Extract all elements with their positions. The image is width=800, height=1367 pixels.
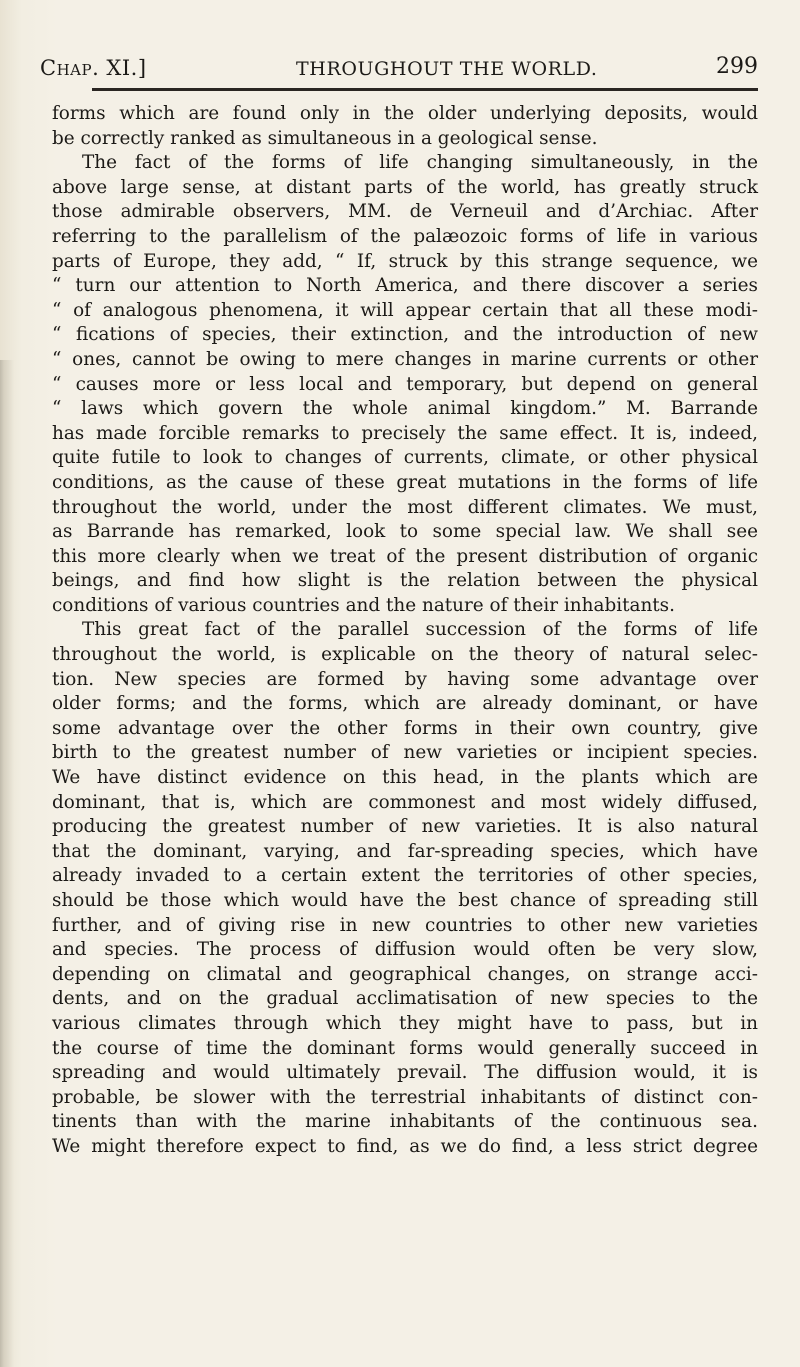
text-line: already invaded to a certain extent the territories of other species, bbox=[52, 865, 758, 887]
text-line: the course of time the dominant forms would generally succeed in bbox=[52, 1037, 758, 1059]
text-line: “ fications of species, their extinction, and the introduction of new bbox=[52, 324, 758, 346]
text-line: quite futile to look to changes of currents, climate, or other physical bbox=[52, 447, 758, 469]
text-line: older forms; and the forms, which are already dominant, or have bbox=[52, 693, 758, 715]
text-line: dominant, that is, which are commonest and most widely diffused, bbox=[52, 791, 758, 813]
text-line: “ laws which govern the whole animal kingdom.” M. Barrande bbox=[52, 398, 758, 420]
text-line: This great fact of the parallel succession of the forms of life bbox=[82, 619, 758, 641]
text-line: has made forcible remarks to precisely the same effect. It is, indeed, bbox=[52, 422, 758, 444]
text-line: tion. New species are formed by having some advantage over bbox=[52, 668, 758, 690]
running-title: THROUGHOUT THE WORLD. bbox=[296, 58, 598, 80]
text-line: throughout the world, is explicable on the theory of natural selec- bbox=[52, 644, 758, 666]
text-line: and species. The process of diffusion would often be very slow, bbox=[52, 939, 758, 961]
text-line: dents, and on the gradual acclimatisation of new species to the bbox=[52, 988, 758, 1010]
text-line: We might therefore expect to find, as we do find, a less strict degree bbox=[52, 1135, 758, 1157]
text-line: “ turn our attention to North America, and there discover a series bbox=[52, 275, 758, 297]
text-line: producing the greatest number of new varieties. It is also natural bbox=[52, 816, 758, 838]
text-line: should be those which would have the best chance of spreading still bbox=[52, 890, 758, 911]
text-line: conditions of various countries and the nature of their inhabitants. bbox=[52, 594, 675, 616]
text-line: “ causes more or less local and temporary, but depend on general bbox=[52, 373, 758, 395]
body-text bbox=[52, 102, 758, 1160]
text-line: depending on climatal and geographical changes, on strange acci- bbox=[52, 963, 758, 985]
text-line: further, and of giving rise in new countries to other new varieties bbox=[52, 914, 758, 936]
page-number: 299 bbox=[716, 54, 758, 79]
text-line: this more clearly when we treat of the present distribution of organic bbox=[52, 545, 758, 567]
text-line: those admirable observers, MM. de Verneuil and d’Archiac. After bbox=[52, 201, 758, 223]
chapter-label: Chap. XI.] bbox=[40, 56, 147, 80]
text-line: The fact of the forms of life changing simultaneously, in the bbox=[82, 152, 758, 174]
binding-shadow bbox=[0, 360, 14, 1367]
text-line: throughout the world, under the most different climates. We must, bbox=[52, 496, 758, 518]
header-rule bbox=[92, 88, 758, 91]
text-line: forms which are found only in the older underlying deposits, would bbox=[52, 103, 758, 124]
text-line: probable, be slower with the terrestrial inhabitants of distinct con- bbox=[52, 1086, 758, 1108]
text-line: above large sense, at distant parts of the world, has greatly struck bbox=[52, 176, 758, 198]
text-line: “ ones, cannot be owing to mere changes in marine currents or other bbox=[52, 348, 758, 370]
text-line: “ of analogous phenomena, it will appear certain that all these modi- bbox=[52, 299, 758, 321]
text-line: spreading and would ultimately prevail. The diffusion would, it is bbox=[52, 1062, 758, 1084]
text-line: that the dominant, varying, and far-spreading species, which have bbox=[52, 840, 758, 862]
text-line: beings, and find how slight is the relation between the physical bbox=[52, 570, 758, 592]
text-line: We have distinct evidence on this head, in the plants which are bbox=[52, 767, 758, 789]
text-line: conditions, as the cause of these great mutations in the forms of life bbox=[52, 471, 758, 493]
text-line: various climates through which they might have to pass, but in bbox=[52, 1012, 758, 1034]
running-header bbox=[40, 54, 758, 84]
text-line: tinents than with the marine inhabitants of the continuous sea. bbox=[52, 1111, 758, 1133]
text-line: birth to the greatest number of new varieties or incipient species. bbox=[52, 742, 758, 764]
text-line: parts of Europe, they add, “ If, struck by this strange sequence, we bbox=[52, 250, 758, 272]
text-line: be correctly ranked as simultaneous in a geological sense. bbox=[52, 127, 598, 149]
text-line: referring to the parallelism of the palæozoic forms of life in various bbox=[52, 225, 758, 247]
text-line: as Barrande has remarked, look to some special law. We shall see bbox=[52, 521, 758, 543]
text-line: some advantage over the other forms in their own country, give bbox=[52, 717, 758, 739]
